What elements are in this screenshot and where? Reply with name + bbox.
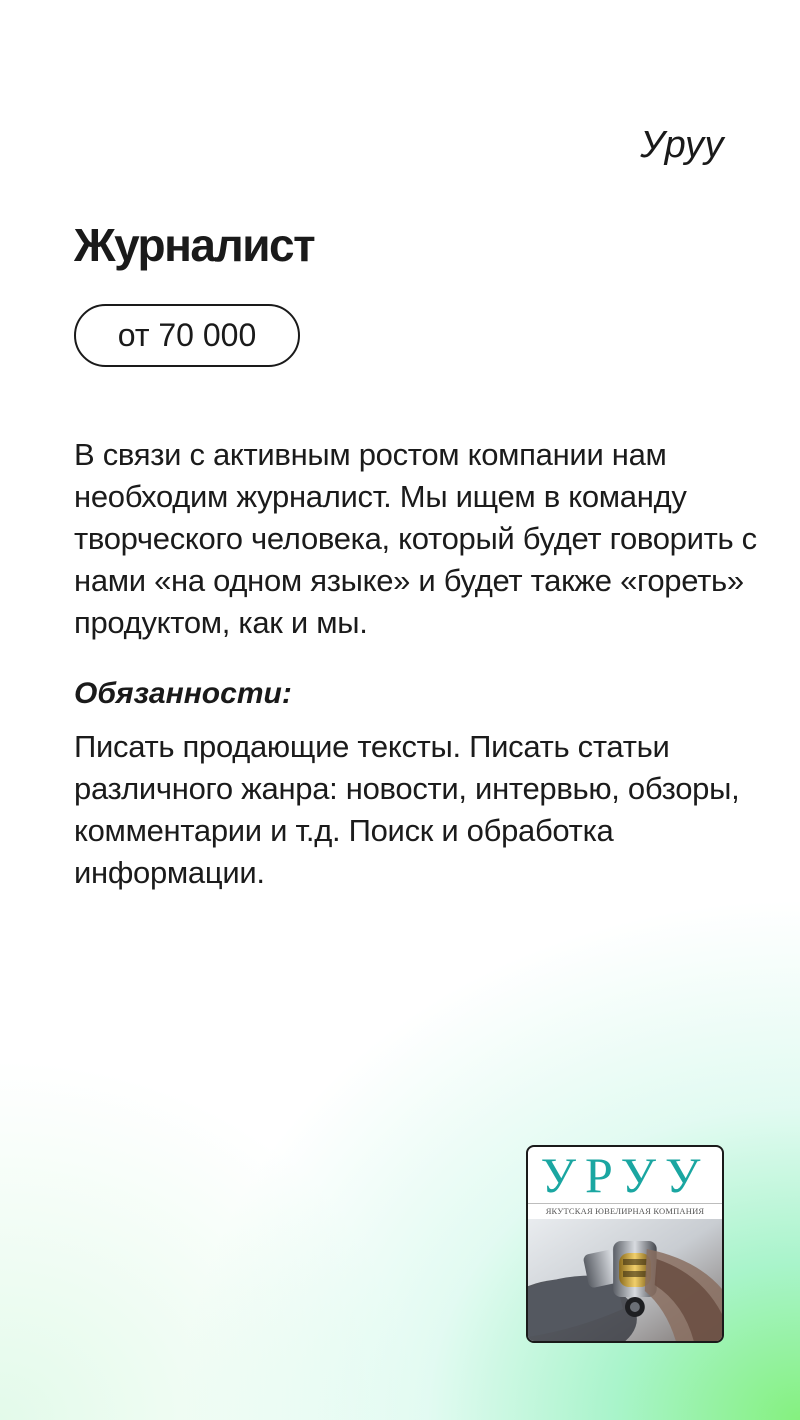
responsibilities-text: Писать продающие тексты. Писать статьи различного жанра: новости, интервью, обзоры, комментарии и т.д. Поиск и обработка информации. xyxy=(74,729,740,890)
responsibilities-heading: Обязанности: xyxy=(74,677,292,710)
vacancy-title: Журналист xyxy=(74,219,315,271)
logo-wordmark: УРУУ xyxy=(540,1147,710,1203)
salary-badge: от 70 000 xyxy=(74,304,300,367)
vacancy-description: В связи с активным ростом компании нам необходим журналист. Мы ищем в команду творческого человека, который будет говорить с нами «на одном языке» и будет также «гореть» продуктом, как и мы. xyxy=(74,437,757,640)
logo-jeweler-photo xyxy=(528,1219,722,1343)
logo-tagline: ЯКУТСКАЯ ЮВЕЛИРНАЯ КОМПАНИЯ xyxy=(528,1203,722,1216)
company-logo xyxy=(526,1145,724,1343)
company-name: Уруу xyxy=(640,124,724,166)
